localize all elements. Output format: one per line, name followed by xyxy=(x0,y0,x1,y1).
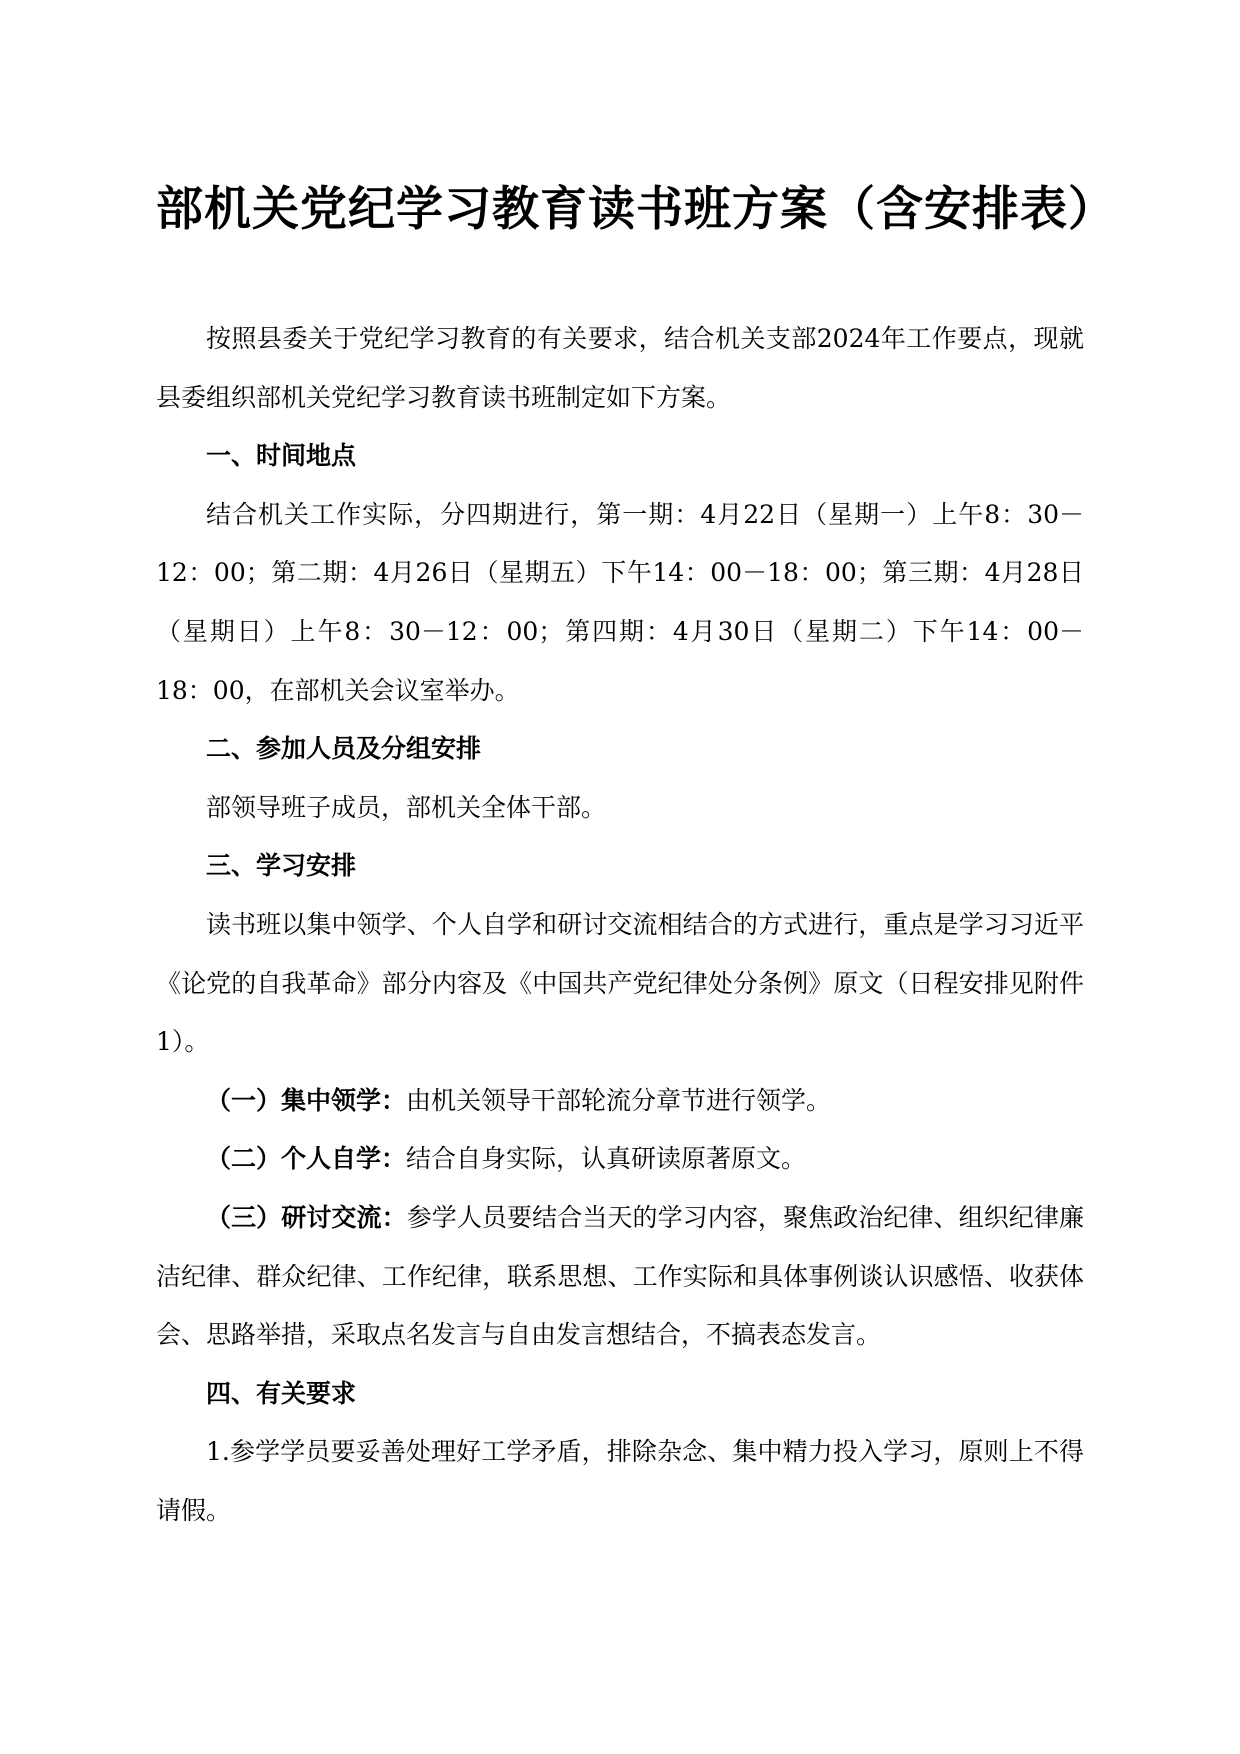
intro-paragraph: 按照县委关于党纪学习教育的有关要求，结合机关支部2024年工作要点，现就县委组织部机关党纪学习教育读书班制定如下方案。 xyxy=(156,324,1084,412)
study-arrangement-paragraph: 读书班以集中领学、个人自学和研讨交流相结合的方式进行，重点是学习习近平《论党的自我革命》部分内容及《中国共产党纪律处分条例》原文（日程安排见附件1）。 xyxy=(156,909,1084,1057)
study-item-label: （二）个人自学： xyxy=(206,1144,407,1174)
requirement-item-1: 1.参学学员要妥善处理好工学矛盾，排除杂念、集中精力投入学习，原则上不得请假。 xyxy=(156,1437,1084,1525)
section-heading-requirements: 四、有关要求 xyxy=(206,1378,357,1408)
study-item-text: 结合自身实际，认真研读原著原文。 xyxy=(406,1144,807,1174)
document-body xyxy=(156,310,1084,1540)
study-item-label: （三）研讨交流： xyxy=(206,1202,407,1232)
document-title: 部机关党纪学习教育读书班方案（含安排表） xyxy=(156,182,1116,237)
participants-paragraph: 部领导班子成员，部机关全体干部。 xyxy=(206,792,607,822)
study-item-discussion xyxy=(156,1189,1084,1365)
study-item-text: 参学人员要结合当天的学习内容，聚焦政治纪律、组织纪律廉洁纪律、群众纪律、工作纪律，联系思想、工作实际和具体事例谈认识感悟、收获体会、思路举措，采取点名发言与自由发言想结合，不搞表态发言。 xyxy=(156,1202,1084,1350)
section-heading-study-arrangement: 三、学习安排 xyxy=(206,851,357,881)
time-place-paragraph: 结合机关工作实际，分四期进行，第一期：4月22日（星期一）上午8：30－12：00；第二期：4月26日（星期五）下午14：00－18：00；第三期：4月28日（星期日）上午8：30－12：00；第四期：4月30日（星期二）下午14：00－18：00，在部机关会议室举办。 xyxy=(156,499,1084,705)
study-item-label: （一）集中领学： xyxy=(206,1085,407,1115)
study-item-text: 由机关领导干部轮流分章节进行领学。 xyxy=(406,1085,832,1115)
section-heading-participants: 二、参加人员及分组安排 xyxy=(206,734,482,764)
study-item-centralized xyxy=(156,1072,1084,1131)
study-item-self-study xyxy=(156,1130,1084,1189)
section-heading-time-place: 一、时间地点 xyxy=(206,441,357,471)
